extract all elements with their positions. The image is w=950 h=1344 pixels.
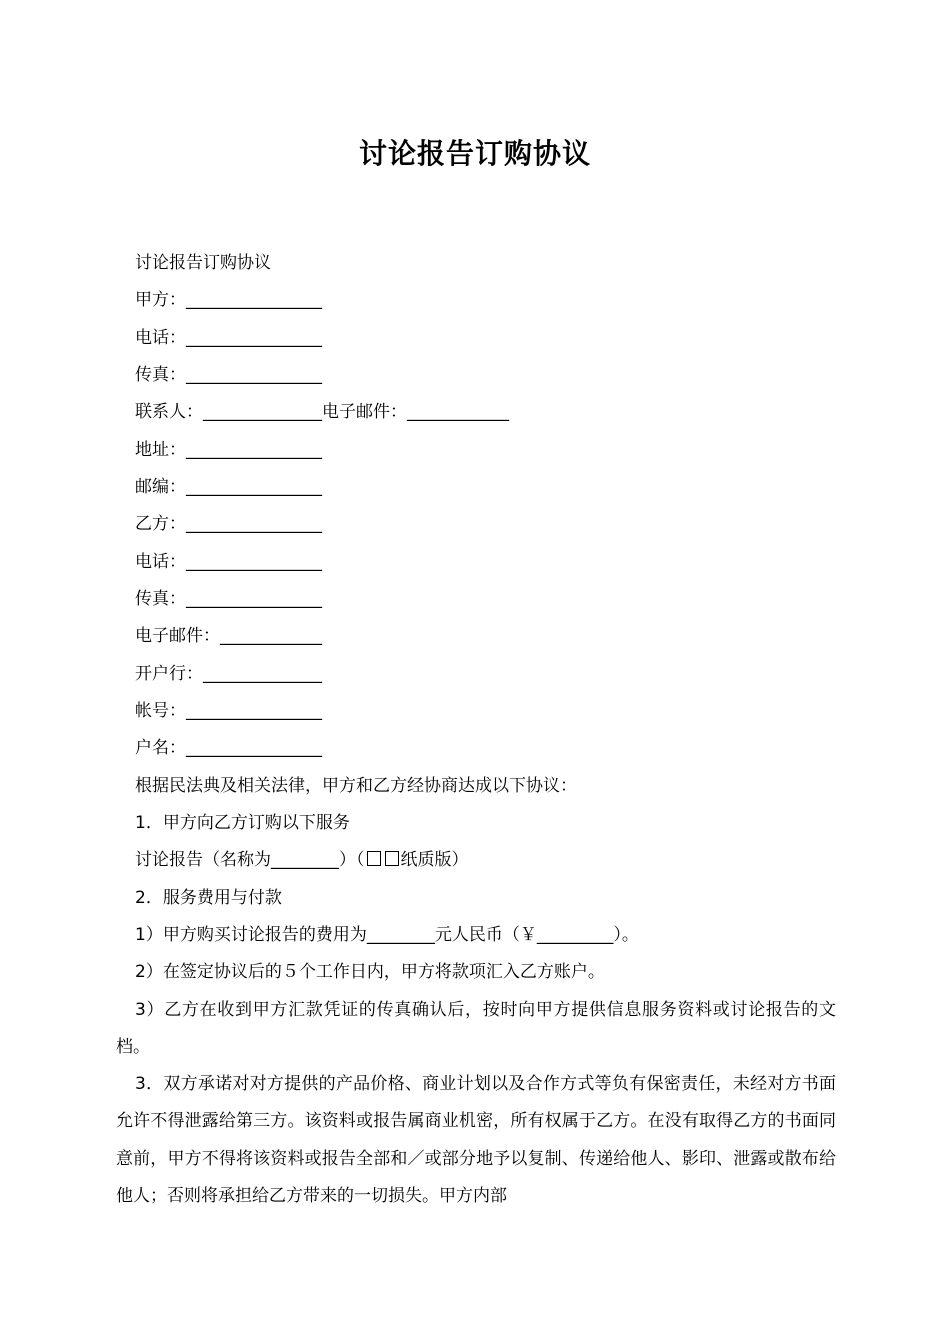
party-a-postcode-field: 邮编：________________ — [135, 477, 322, 497]
party-b-field: 乙方：________________ — [135, 514, 322, 534]
party-a-field: 甲方：________________ — [135, 290, 322, 310]
subtitle-line: 讨论报告订购协议 — [135, 253, 271, 273]
party-b-email-field: 电子邮件：____________ — [135, 626, 322, 646]
agreement-intro: 根据民法典及相关法律，甲方和乙方经协商达成以下协议： — [135, 776, 577, 796]
clause-2-heading: 2．服务费用与付款 — [135, 888, 282, 908]
delivery-paragraph: 3）乙方在收到甲方汇款凭证的传真确认后，按时向甲方提供信息服务资料或讨论报告的文档。 — [116, 1000, 836, 1058]
payment-deadline-line: 2）在签定协议后的５个工作日内，甲方将款项汇入乙方账户。 — [135, 962, 605, 982]
confidentiality-paragraph: 3．双方承诺对对方提供的产品价格、商业计划以及合作方式等负有保密责任，未经对方书面允许不得泄露给第三方。该资料或报告属商业机密，所有权属于乙方。在没有取得乙方的书面同意前，甲方不得将该资料或报告全部和／或部分地予以复制、传递给他人、影印、泄露或散布给他人；否则将承担给乙方带来的一切损失。甲方内部 — [116, 1074, 836, 1207]
contact-email-field: 联系人：______________电子邮件：____________ — [135, 402, 509, 422]
bank-field: 开户行：______________ — [135, 664, 322, 684]
paper-version-label: 纸质版） — [400, 850, 469, 870]
account-name-field: 户名：________________ — [135, 738, 322, 758]
checkbox-paper[interactable] — [385, 851, 399, 866]
party-a-address-field: 地址：________________ — [135, 440, 322, 460]
fee-line: 1）甲方购买讨论报告的费用为________元人民币（￥_________）。 — [135, 925, 639, 945]
clause-1-heading: 1．甲方向乙方订购以下服务 — [135, 813, 350, 833]
party-a-phone-field: 电话：________________ — [135, 328, 322, 348]
party-b-fax-field: 传真：________________ — [135, 589, 322, 609]
document-title: 讨论报告订购协议 — [358, 137, 591, 170]
account-number-field: 帐号：________________ — [135, 701, 322, 721]
report-name-text: 讨论报告（名称为________）（ — [135, 850, 365, 870]
report-format-line — [135, 848, 469, 872]
party-a-fax-field: 传真：________________ — [135, 365, 322, 385]
party-b-phone-field: 电话：________________ — [135, 552, 322, 572]
checkbox-blank[interactable] — [367, 851, 381, 866]
